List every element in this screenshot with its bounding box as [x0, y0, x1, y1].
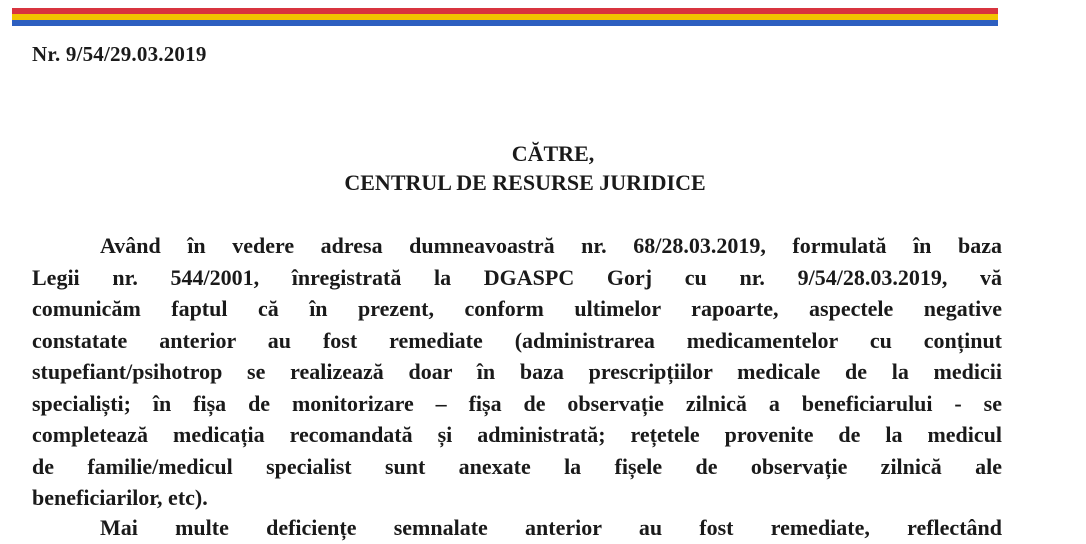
paragraph-line: beneficiarilor, etc).	[32, 485, 208, 510]
addressee-heading: CĂTRE,	[511, 141, 595, 166]
body-paragraph	[32, 230, 1002, 514]
paragraph-line: Legii nr. 544/2001, înregistrată la DGASPC Gorj cu nr. 9/54/28.03.2019, vă	[32, 264, 1002, 290]
paragraph-line: comunicăm faptul că în prezent, conform ultimelor rapoarte, aspectele negative	[32, 296, 1002, 321]
paragraph-line: de familie/medicul specialist sunt anexate la fișele de observație zilnică ale	[32, 453, 1002, 479]
paragraph-line: specialiști; în fișa de monitorizare – fișa de observație zilnică a beneficiarului - se	[32, 390, 1002, 416]
paragraph-line: completează medicația recomandată și administrată; rețetele provenite de la medicul	[32, 422, 1002, 447]
body-paragraph-partial	[32, 512, 1002, 544]
paragraph-line: stupefiant/psihotrop se realizează doar în baza prescripțiilor medicale de la medicii	[32, 359, 1002, 384]
paragraph-line: constatate anterior au fost remediate (administrarea medicamentelor cu conținut	[32, 327, 1002, 353]
tricolor-stripe-blue	[12, 20, 998, 26]
registration-number: Nr. 9/54/29.03.2019	[32, 42, 207, 66]
addressee-name: CENTRUL DE RESURSE JURIDICE	[344, 170, 706, 195]
paragraph-line: Mai multe deficiențe semnalate anterior au fost remediate, reflectând	[100, 515, 1002, 540]
paragraph-line: Având în vedere adresa dumneavoastră nr. 68/28.03.2019, formulată în baza	[100, 233, 1002, 258]
